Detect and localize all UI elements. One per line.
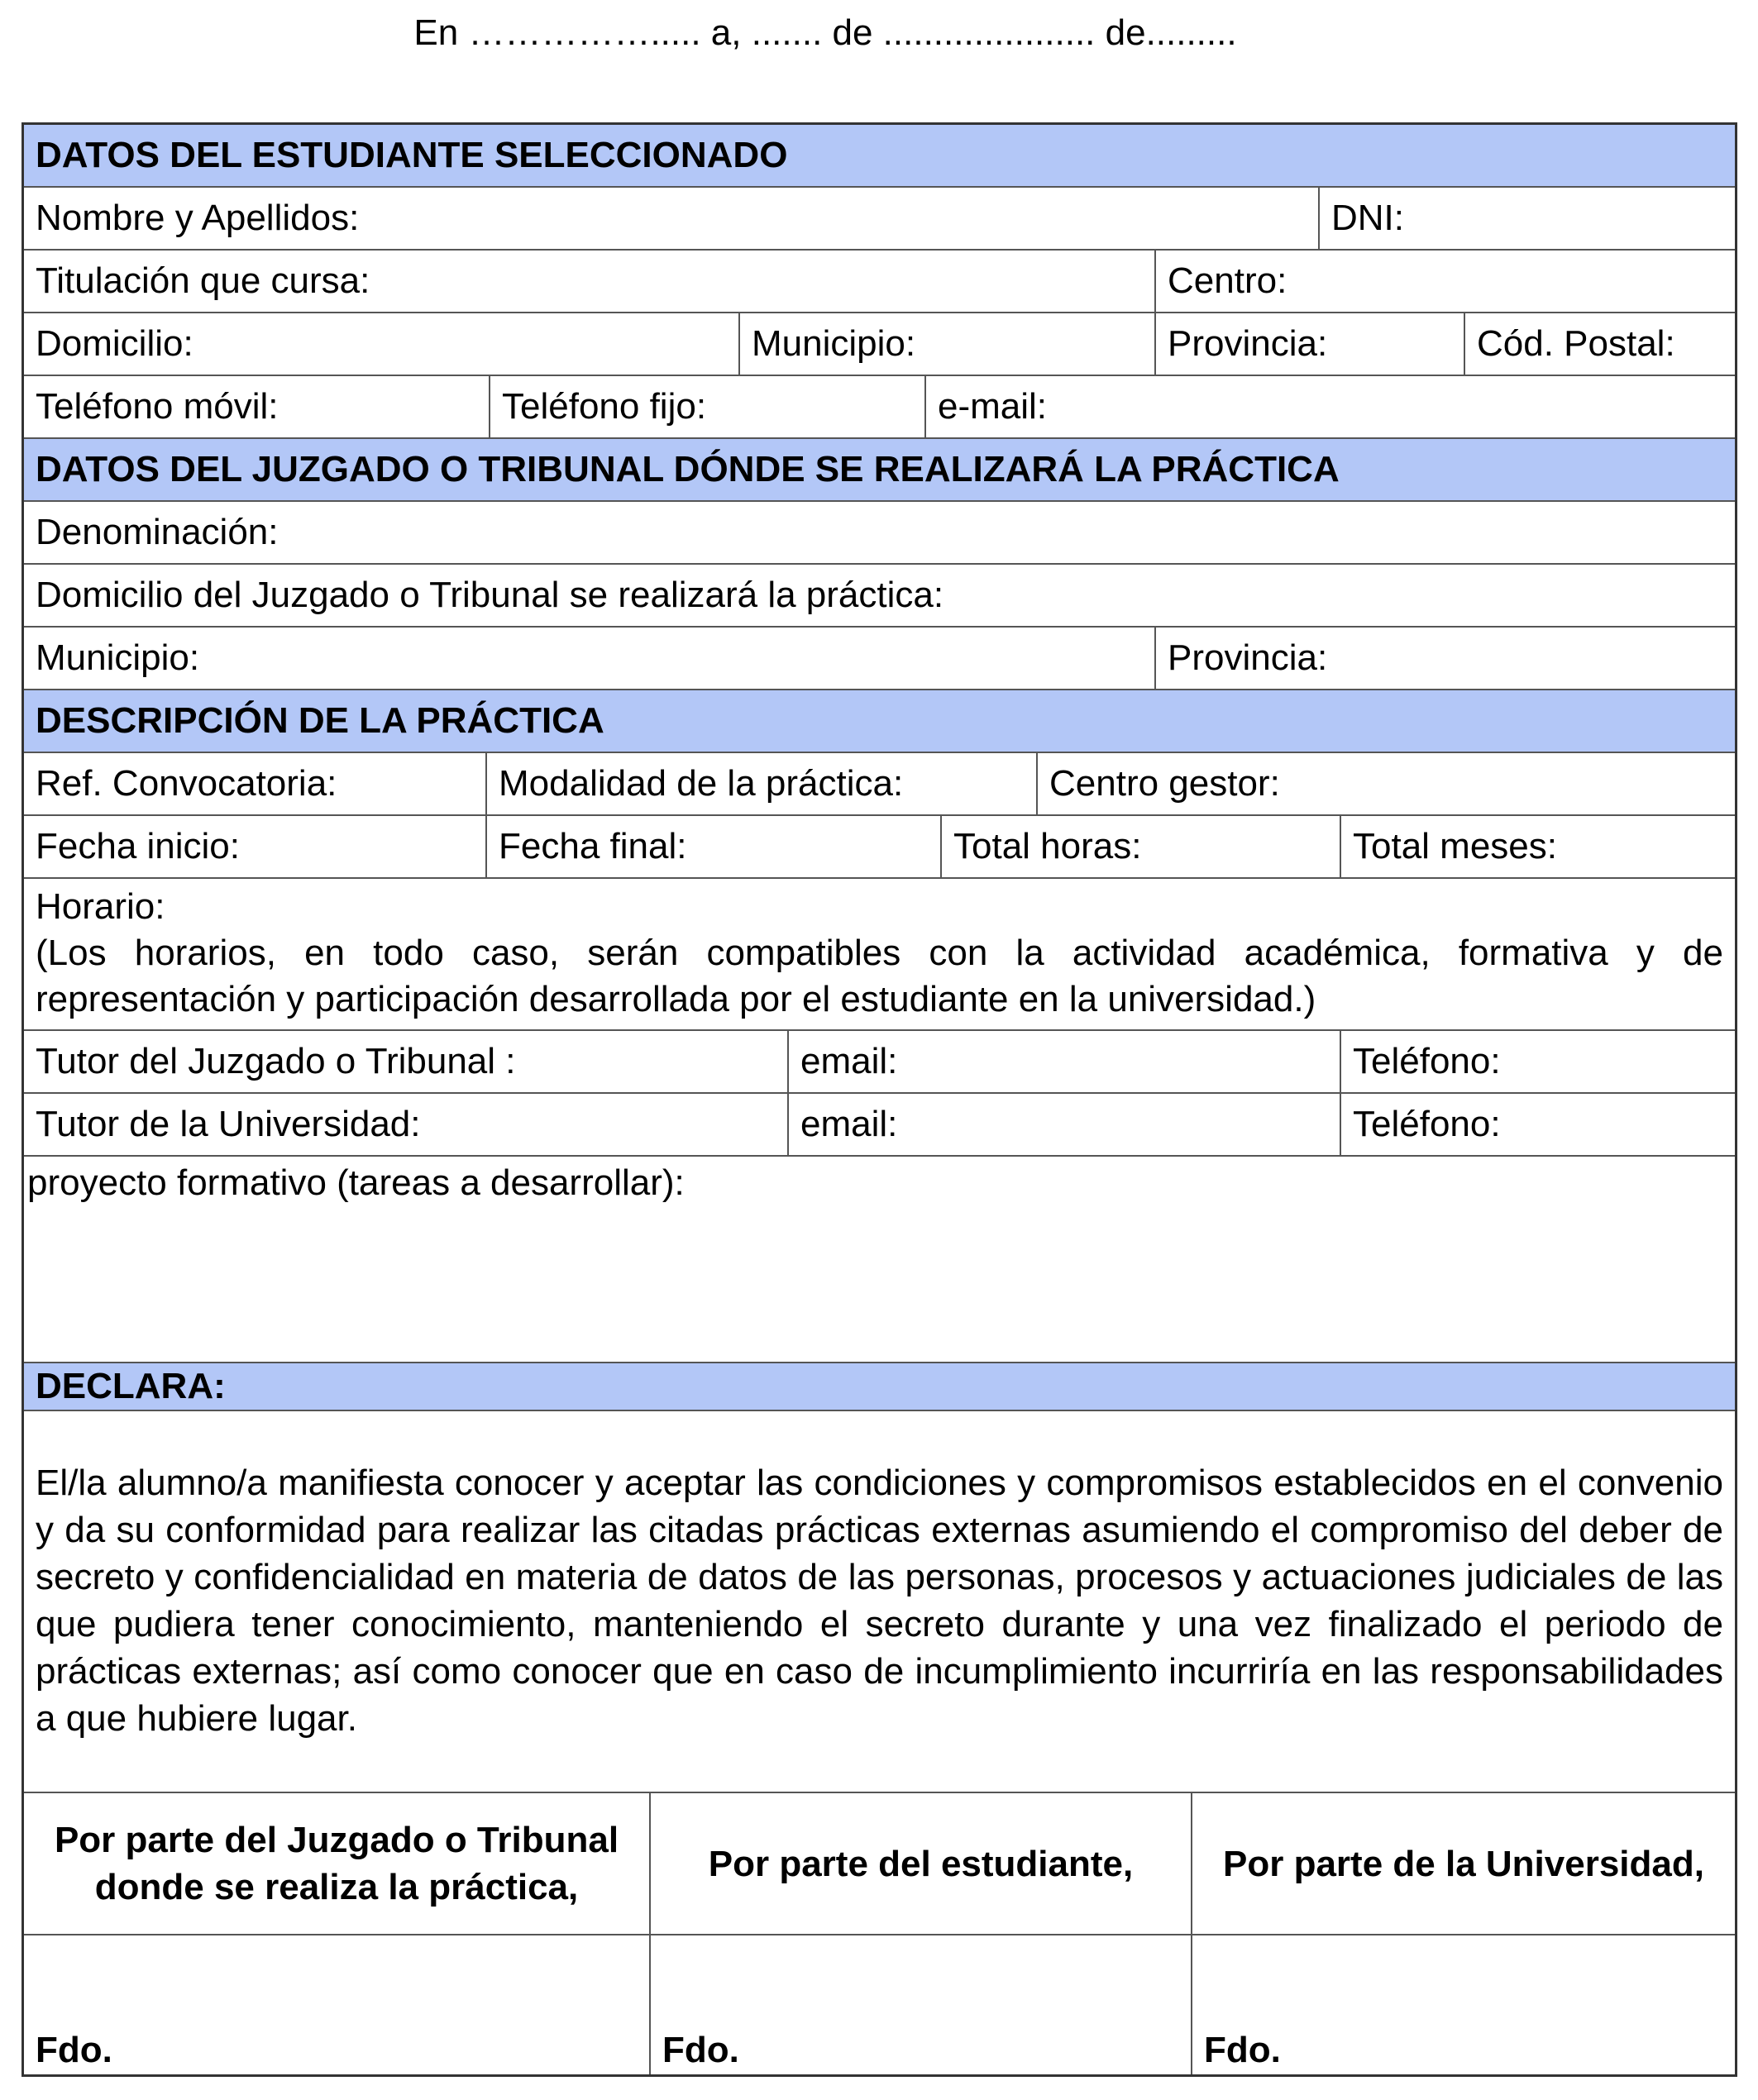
student-signature-heading: Por parte del estudiante, [651, 1793, 1192, 1934]
student-name-field[interactable]: Nombre y Apellidos: [24, 188, 1320, 249]
student-landline-field[interactable]: Teléfono fijo: [490, 376, 926, 437]
court-tutor-phone-field[interactable]: Teléfono: [1353, 1041, 1501, 1081]
practice-row-ref [24, 753, 1735, 816]
practice-agreement-form [21, 122, 1737, 2077]
court-tutor-field[interactable]: Tutor del Juzgado o Tribunal : [24, 1031, 789, 1092]
declaration-text: El/la alumno/a manifiesta conocer y aceptar las condiciones y compromisos establecidos en el convenio y da su conformidad para realizar las citadas prácticas externas asumiendo el compromiso del deber de secreto y confidencialidad en materia de datos de las personas, procesos y actuaciones judiciales de las que pudiera tener conocimiento, manteniendo el secreto durante y una vez finalizado el periodo de prácticas externas; así como conocer que en caso de incumplimiento incurriría en las responsabilidades a que hubiere lugar. [24, 1411, 1735, 1793]
practice-row-dates [24, 816, 1735, 879]
practice-manager-field[interactable]: Centro gestor: [1049, 763, 1280, 804]
student-postal-code-field[interactable]: Cód. Postal: [1477, 323, 1675, 364]
schedule-label: Horario: [36, 886, 165, 927]
practice-total-hours-field[interactable]: Total horas: [942, 816, 1341, 877]
court-municipality-field[interactable]: Municipio: [24, 628, 1156, 689]
student-centre-field[interactable]: Centro: [1168, 260, 1287, 301]
student-municipality-field[interactable]: Municipio: [740, 313, 1156, 375]
student-signature-box[interactable]: Fdo. [651, 1935, 1192, 2074]
court-name-field[interactable]: Denominación: [36, 512, 279, 552]
university-signature-heading: Por parte de la Universidad, [1223, 1843, 1704, 1884]
university-tutor-phone-field[interactable]: Teléfono: [1353, 1104, 1501, 1144]
student-row-contact [24, 376, 1735, 439]
section-declaration-title: DECLARA: [24, 1363, 1735, 1411]
practice-row-uni-tutor [24, 1094, 1735, 1157]
practice-start-date-field[interactable]: Fecha inicio: [24, 816, 487, 877]
court-signature-box[interactable]: Fdo. [24, 1935, 651, 2074]
signature-boxes-row [24, 1935, 1735, 2074]
practice-row-court-tutor [24, 1031, 1735, 1094]
section-student-title: DATOS DEL ESTUDIANTE SELECCIONADO [24, 125, 1735, 188]
training-project-field[interactable] [24, 1157, 1735, 1363]
court-province-field[interactable]: Provincia: [1168, 637, 1328, 678]
court-signature-heading: Por parte del Juzgado o Tribunal donde se realiza la práctica, [24, 1793, 651, 1934]
signature-headings-row [24, 1793, 1735, 1935]
student-dni-field[interactable]: DNI: [1331, 198, 1404, 238]
date-place-line: En ……………..... a, ....... de ..................... de......... [413, 12, 1237, 53]
schedule-note: (Los horarios, en todo caso, serán compatibles con la actividad académica, formativa y de representación y participación desarrollada por el estudiante en la universidad.) [36, 933, 1723, 1019]
student-email-field[interactable]: e-mail: [938, 386, 1048, 427]
student-address-field[interactable]: Domicilio: [24, 313, 740, 375]
practice-total-months-field[interactable]: Total meses: [1353, 826, 1557, 866]
student-mobile-field[interactable]: Teléfono móvil: [24, 376, 490, 437]
student-row-address [24, 313, 1735, 376]
court-tutor-email-field[interactable]: email: [789, 1031, 1341, 1092]
student-degree-field[interactable]: Titulación que cursa: [24, 251, 1156, 312]
university-tutor-field[interactable]: Tutor de la Universidad: [24, 1094, 789, 1155]
student-row-degree [24, 251, 1735, 313]
university-tutor-email-field[interactable]: email: [789, 1094, 1341, 1155]
section-court-title: DATOS DEL JUZGADO O TRIBUNAL DÓNDE SE REALIZARÁ LA PRÁCTICA [24, 439, 1735, 502]
section-practice-title: DESCRIPCIÓN DE LA PRÁCTICA [24, 690, 1735, 753]
practice-end-date-field[interactable]: Fecha final: [487, 816, 942, 877]
student-province-field[interactable]: Provincia: [1156, 313, 1465, 375]
practice-schedule-field[interactable] [24, 879, 1735, 1031]
court-row-name [24, 502, 1735, 565]
court-row-address [24, 565, 1735, 628]
court-row-location [24, 628, 1735, 690]
university-signature-box[interactable]: Fdo. [1204, 2030, 1281, 2070]
court-address-field[interactable]: Domicilio del Juzgado o Tribunal se realizará la práctica: [36, 575, 944, 615]
practice-mode-field[interactable]: Modalidad de la práctica: [487, 753, 1038, 814]
practice-ref-field[interactable]: Ref. Convocatoria: [24, 753, 487, 814]
training-project-label: proyecto formativo (tareas a desarrollar): [27, 1162, 685, 1203]
student-row-name [24, 188, 1735, 251]
